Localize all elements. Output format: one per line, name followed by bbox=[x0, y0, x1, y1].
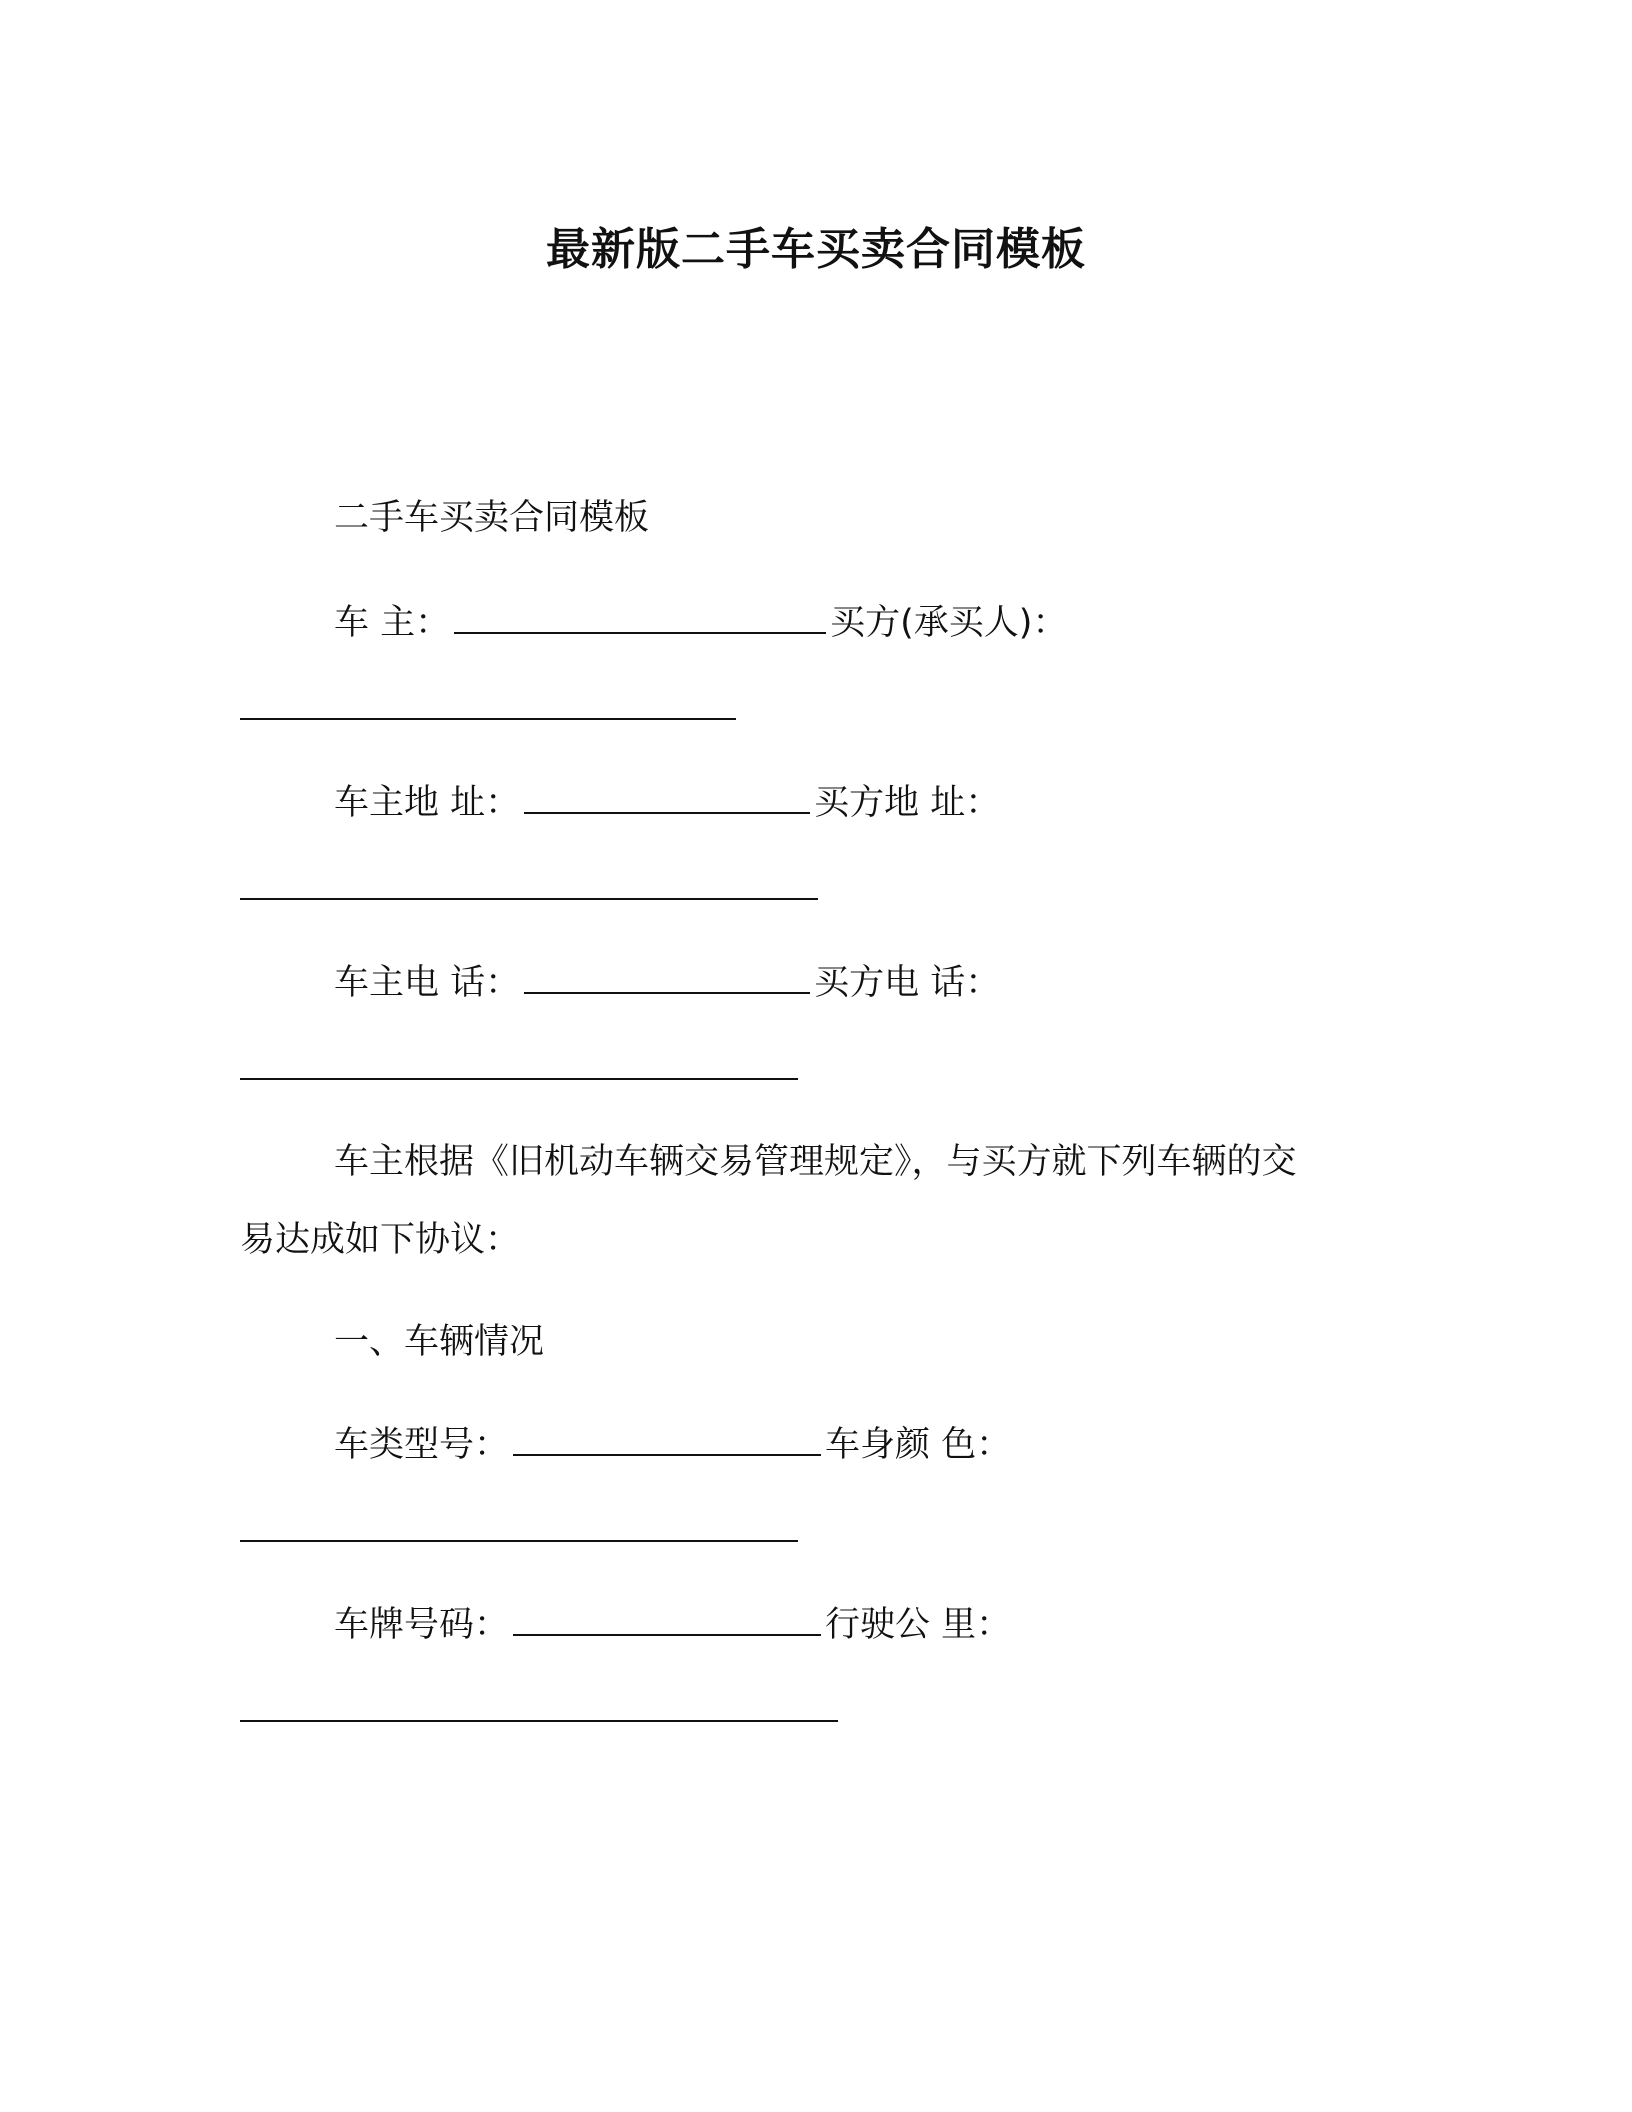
owner-field[interactable] bbox=[454, 592, 826, 634]
address-row bbox=[334, 772, 1000, 833]
owner-address-field[interactable] bbox=[524, 772, 810, 814]
buyer-phone-field[interactable] bbox=[240, 1078, 798, 1080]
owner-label: 车 主： bbox=[334, 603, 451, 643]
owner-buyer-row bbox=[334, 592, 1067, 653]
plate-number-field[interactable] bbox=[513, 1594, 821, 1636]
buyer-phone-label: 买方电 话： bbox=[814, 963, 1001, 1003]
agreement-line-1: 车主根据《旧机动车辆交易管理规定》，与买方就下列车辆的交 bbox=[334, 1142, 1297, 1182]
owner-phone-field[interactable] bbox=[524, 952, 810, 994]
buyer-address-field[interactable] bbox=[240, 898, 818, 900]
agreement-line-2: 易达成如下协议： bbox=[240, 1220, 521, 1260]
phone-row bbox=[334, 952, 1000, 1013]
vehicle-model-field[interactable] bbox=[513, 1414, 821, 1456]
model-color-row bbox=[334, 1414, 1011, 1475]
buyer-address-label: 买方地 址： bbox=[814, 783, 1001, 823]
document-subtitle: 二手车买卖合同模板 bbox=[334, 498, 650, 538]
owner-phone-label: 车主电 话： bbox=[334, 963, 521, 1003]
plate-number-label: 车牌号码： bbox=[334, 1605, 510, 1645]
owner-address-label: 车主地 址： bbox=[334, 783, 521, 823]
buyer-label: 买方(承买人)： bbox=[830, 603, 1068, 643]
document-title: 最新版二手车买卖合同模板 bbox=[546, 224, 1086, 275]
body-color-field[interactable] bbox=[240, 1540, 798, 1542]
vehicle-model-label: 车类型号： bbox=[334, 1425, 510, 1465]
section-1-heading: 一、车辆情况 bbox=[334, 1322, 545, 1362]
plate-mileage-row bbox=[334, 1594, 1011, 1655]
buyer-field[interactable] bbox=[240, 718, 736, 720]
mileage-field[interactable] bbox=[240, 1720, 838, 1722]
body-color-label: 车身颜 色： bbox=[825, 1425, 1012, 1465]
mileage-label: 行驶公 里： bbox=[825, 1605, 1012, 1645]
